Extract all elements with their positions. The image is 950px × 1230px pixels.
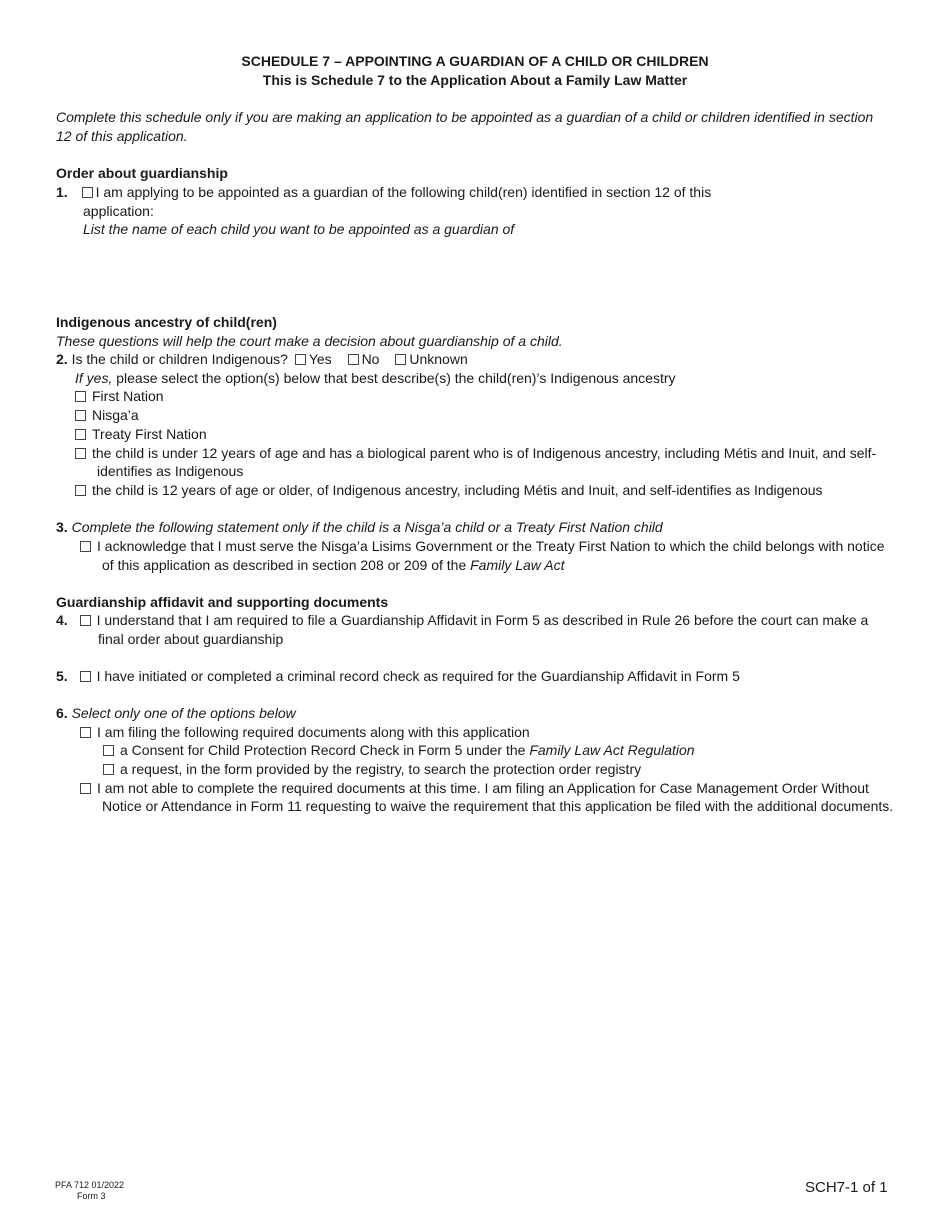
- q6-option-1: [80, 724, 530, 740]
- nisgaa-checkbox[interactable]: [75, 410, 86, 421]
- question-3: [56, 519, 663, 535]
- question-4-number: 4.: [56, 612, 68, 628]
- question-1: [56, 184, 711, 200]
- ancestry-option-over-12: [75, 482, 823, 498]
- q1-hint: List the name of each child you want to be appointed as a guardian of: [83, 221, 515, 237]
- over-12-label: the child is 12 years of age or older, of Indigenous ancestry, including Métis and Inuit, and self-identifies as Indigenous: [92, 482, 823, 498]
- nisgaa-label: Nisga’a: [92, 407, 139, 423]
- q6-option-2-checkbox[interactable]: [80, 783, 91, 794]
- question-1-number: 1.: [56, 184, 68, 200]
- intro-line-2: 12 of this application.: [56, 128, 188, 144]
- ancestry-option-first-nation: [75, 388, 164, 404]
- order-heading: Order about guardianship: [56, 165, 228, 181]
- schedule-title: SCHEDULE 7 – APPOINTING A GUARDIAN OF A CHILD OR CHILDREN: [241, 53, 709, 69]
- intro-line-1: Complete this schedule only if you are making an application to be appointed as a guardian of a child or children identified in section: [56, 109, 874, 125]
- q6-option-1-label: I am filing the following required documents along with this application: [97, 724, 530, 740]
- child-names-field[interactable]: [83, 243, 883, 305]
- ancestry-option-treaty: [75, 426, 207, 442]
- q4-checkbox[interactable]: [80, 615, 91, 626]
- page-number: SCH7-1 of 1: [805, 1179, 888, 1196]
- affidavit-heading: Guardianship affidavit and supporting documents: [56, 594, 389, 610]
- form-number: Form 3: [77, 1191, 106, 1201]
- question-5: [56, 668, 740, 684]
- q2-if-yes: [75, 370, 676, 386]
- over-12-checkbox[interactable]: [75, 485, 86, 496]
- q6-instruction: Select only one of the options below: [71, 705, 296, 721]
- under-12-line-1: the child is under 12 years of age and has a biological parent who is of Indigenous ancestry, including Métis and Inuit, and self-: [92, 445, 877, 461]
- indigenous-note: These questions will help the court make a decision about guardianship of a child.: [56, 333, 563, 349]
- q6-sub-option-consent: [103, 742, 695, 758]
- q6-option-1-checkbox[interactable]: [80, 727, 91, 738]
- q1-apply-checkbox[interactable]: [82, 187, 93, 198]
- q5-text: I have initiated or completed a criminal record check as required for the Guardianship Affidavit in Form 5: [96, 668, 740, 684]
- indigenous-heading: Indigenous ancestry of child(ren): [56, 314, 277, 330]
- q6-option-2-line-1: I am not able to complete the required documents at this time. I am filing an Application for Case Management Order Without: [97, 780, 869, 796]
- q4-line-1: I understand that I am required to file a Guardianship Affidavit in Form 5 as described in Rule 26 before the court can make a: [96, 612, 869, 628]
- q4-line-2: final order about guardianship: [98, 631, 284, 647]
- question-4: [56, 612, 868, 628]
- q3-line-2-prefix: of this application as described in section 208 or 209 of the: [102, 557, 467, 573]
- q2-yes-checkbox[interactable]: [295, 354, 306, 365]
- q1-text-line-1: I am applying to be appointed as a guardian of the following child(ren) identified in section 12 of this: [95, 184, 712, 200]
- q3-acknowledge-checkbox[interactable]: [80, 541, 91, 552]
- q6-request-checkbox[interactable]: [103, 764, 114, 775]
- q2-yes-label: Yes: [308, 351, 332, 367]
- q6-sub-option-request: [103, 761, 641, 777]
- treaty-first-nation-checkbox[interactable]: [75, 429, 86, 440]
- q5-checkbox[interactable]: [80, 671, 91, 682]
- under-12-line-2: identifies as Indigenous: [97, 463, 244, 479]
- q2-no-label: No: [361, 351, 380, 367]
- q6-option-2-line-2: Notice or Attendance in Form 11 requesting to waive the requirement that this application be filed with the additional documents.: [102, 798, 894, 814]
- q6-consent-checkbox[interactable]: [103, 745, 114, 756]
- q3-line-2: [102, 557, 565, 573]
- question-6-number: 6.: [56, 705, 68, 721]
- question-2: [56, 351, 468, 367]
- question-2-number: 2.: [56, 351, 68, 367]
- under-12-checkbox[interactable]: [75, 448, 86, 459]
- q2-if-yes-text: please select the option(s) below that best describe(s) the child(ren)’s Indigenous ancestry: [116, 370, 676, 386]
- q6-family-law-act-regulation: Family Law Act Regulation: [529, 742, 695, 758]
- schedule-subtitle: This is Schedule 7 to the Application About a Family Law Matter: [262, 72, 688, 88]
- q3-acknowledge: [80, 538, 884, 554]
- q2-unknown-checkbox[interactable]: [395, 354, 406, 365]
- form-code: PFA 712 01/2022: [55, 1180, 125, 1190]
- ancestry-option-nisgaa: [75, 407, 139, 423]
- q2-unknown-label: Unknown: [409, 351, 468, 367]
- treaty-first-nation-label: Treaty First Nation: [92, 426, 207, 442]
- q2-if-yes-label: If yes,: [75, 370, 113, 386]
- q3-family-law-act: Family Law Act: [470, 557, 565, 573]
- first-nation-checkbox[interactable]: [75, 391, 86, 402]
- question-3-number: 3.: [56, 519, 68, 535]
- q3-instruction: Complete the following statement only if the child is a Nisga’a child or a Treaty First Nation child: [71, 519, 663, 535]
- q6-option-2: [80, 780, 869, 796]
- q2-question: Is the child or children Indigenous?: [71, 351, 288, 367]
- q1-text-line-2: application:: [83, 203, 154, 219]
- q2-no-checkbox[interactable]: [348, 354, 359, 365]
- q6-request-label: a request, in the form provided by the registry, to search the protection order registry: [120, 761, 642, 777]
- q6-consent-prefix: a Consent for Child Protection Record Check in Form 5 under the: [120, 742, 526, 758]
- q3-line-1: I acknowledge that I must serve the Nisga’a Lisims Government or the Treaty First Nation to which the child belongs with notice: [97, 538, 885, 554]
- ancestry-option-under-12: [75, 445, 876, 461]
- question-5-number: 5.: [56, 668, 68, 684]
- question-6: [56, 705, 296, 721]
- first-nation-label: First Nation: [92, 388, 164, 404]
